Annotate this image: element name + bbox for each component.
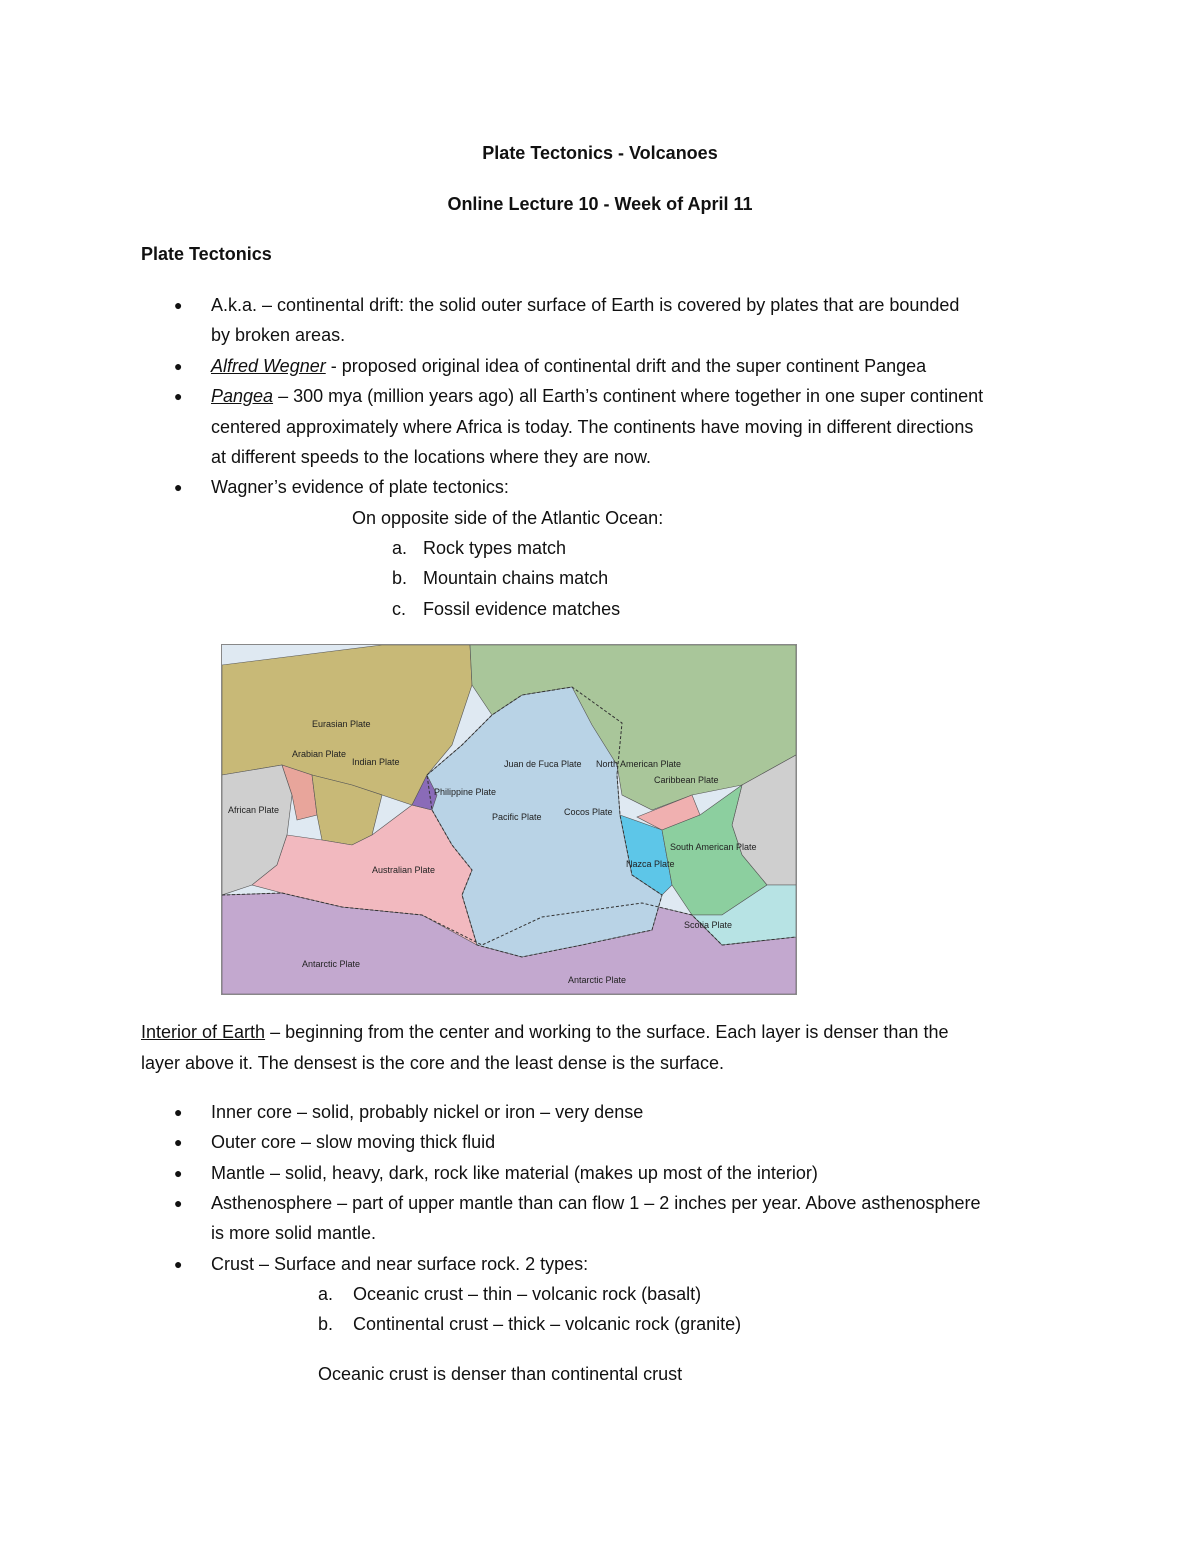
bullet-text bbox=[211, 381, 983, 411]
bullet-marker: ● bbox=[174, 297, 183, 313]
label-arabian-plate: Arabian Plate bbox=[292, 749, 347, 759]
label-juan-de-fuca-plate: Juan de Fuca Plate bbox=[504, 759, 582, 769]
evidence-intro: On opposite side of the Atlantic Ocean: bbox=[352, 508, 664, 528]
bullet-text: Wagner’s evidence of plate tectonics: bbox=[211, 477, 509, 497]
label-antarctic-plate-left: Antarctic Plate bbox=[302, 959, 361, 969]
label-scotia-plate: Scotia Plate bbox=[684, 920, 733, 930]
label-nazca-plate: Nazca Plate bbox=[626, 859, 675, 869]
list-item: Oceanic crust – thin – volcanic rock (basalt) bbox=[353, 1284, 702, 1304]
term-definition: – beginning from the center and working to the surface. Each layer is denser than the bbox=[265, 1022, 949, 1042]
bullet-marker: ● bbox=[174, 479, 183, 495]
paragraph-line: layer above it. The densest is the core and the least dense is the surface. bbox=[141, 1053, 725, 1073]
label-eurasian-plate: Eurasian Plate bbox=[312, 719, 371, 729]
bullet-text: A.k.a. – continental drift: the solid outer surface of Earth is covered by plates that are bounded bbox=[211, 295, 960, 315]
term-definition: - proposed original idea of continental drift and the super continent Pangea bbox=[325, 356, 927, 376]
label-philippine-plate: Philippine Plate bbox=[434, 787, 497, 797]
bullet-marker: ● bbox=[174, 388, 183, 404]
plate-tectonics-map bbox=[221, 644, 797, 995]
term-alfred-wegner: Alfred Wegner bbox=[211, 356, 326, 376]
list-marker: a. bbox=[318, 1284, 334, 1304]
bullet-text: Asthenosphere – part of upper mantle than can flow 1 – 2 inches per year. Above asthenosphere bbox=[211, 1193, 981, 1213]
term-pangea: Pangea bbox=[211, 386, 274, 406]
label-north-american-plate: North American Plate bbox=[596, 759, 682, 769]
bullet-text: Inner core – solid, probably nickel or iron – very dense bbox=[211, 1102, 644, 1122]
list-item: Rock types match bbox=[423, 538, 567, 558]
bullet-text: Crust – Surface and near surface rock. 2 types: bbox=[211, 1254, 589, 1274]
label-indian-plate: Indian Plate bbox=[352, 757, 400, 767]
list-item: Continental crust – thick – volcanic rock (granite) bbox=[353, 1314, 742, 1334]
bullet-marker: ● bbox=[174, 1134, 183, 1150]
list-item: Fossil evidence matches bbox=[423, 599, 621, 619]
term-definition: – 300 mya (million years ago) all Earth’s continent where together in one super continent bbox=[273, 386, 984, 406]
bullet-marker: ● bbox=[174, 1195, 183, 1211]
label-cocos-plate: Cocos Plate bbox=[564, 807, 613, 817]
label-pacific-plate: Pacific Plate bbox=[492, 812, 542, 822]
bullet-text bbox=[211, 351, 926, 381]
list-marker: b. bbox=[392, 568, 408, 588]
list-marker: c. bbox=[392, 599, 407, 619]
bullet-text: Outer core – slow moving thick fluid bbox=[211, 1132, 496, 1152]
paragraph-line bbox=[141, 1017, 948, 1047]
bullet-text: is more solid mantle. bbox=[211, 1223, 377, 1243]
bullet-text: Mantle – solid, heavy, dark, rock like material (makes up most of the interior) bbox=[211, 1163, 818, 1183]
bullet-marker: ● bbox=[174, 1104, 183, 1120]
list-item: Mountain chains match bbox=[423, 568, 609, 588]
list-marker: b. bbox=[318, 1314, 334, 1334]
document-title: Plate Tectonics - Volcanoes bbox=[482, 143, 718, 163]
bullet-marker: ● bbox=[174, 358, 183, 374]
label-caribbean-plate: Caribbean Plate bbox=[654, 775, 719, 785]
bullet-text: at different speeds to the locations where they are now. bbox=[211, 447, 651, 467]
bullet-text: centered approximately where Africa is today. The continents have moving in different directions bbox=[211, 417, 974, 437]
list-marker: a. bbox=[392, 538, 408, 558]
label-south-american-plate: South American Plate bbox=[670, 842, 757, 852]
label-antarctic-plate-right: Antarctic Plate bbox=[568, 975, 627, 985]
plate-map-svg bbox=[222, 645, 796, 994]
document-subtitle: Online Lecture 10 - Week of April 11 bbox=[447, 194, 753, 214]
label-australian-plate: Australian Plate bbox=[372, 865, 436, 875]
bullet-text: by broken areas. bbox=[211, 325, 346, 345]
bullet-marker: ● bbox=[174, 1165, 183, 1181]
section-heading-plate-tectonics: Plate Tectonics bbox=[141, 244, 272, 264]
closing-statement: Oceanic crust is denser than continental crust bbox=[318, 1364, 683, 1384]
bullet-marker: ● bbox=[174, 1256, 183, 1272]
label-african-plate: African Plate bbox=[228, 805, 280, 815]
term-interior-of-earth: Interior of Earth bbox=[141, 1022, 266, 1042]
